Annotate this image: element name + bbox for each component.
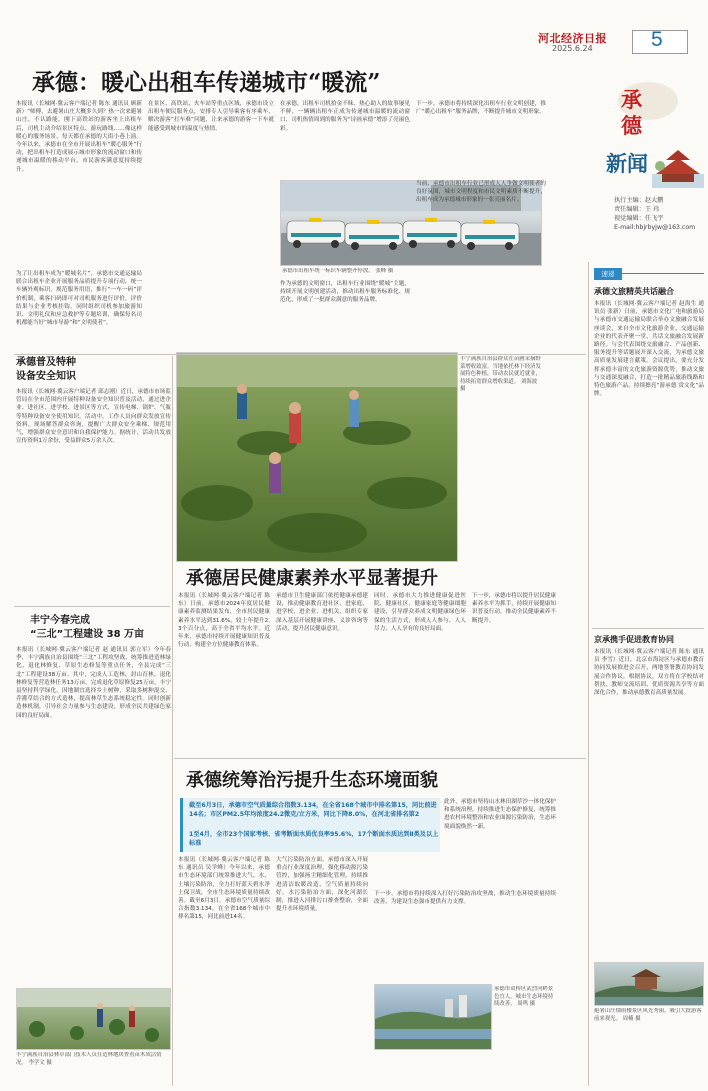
health-col-3: 同时，承德市大力推进健康促进医院、健康社区、健康家庭等健康细胞建设，引导群众养成文明健康绿色环保的生活方式，形成人人参与、人人尽力、人人享有的良好局面。	[374, 593, 466, 632]
editor-line-2: 责任编辑：王 玮	[614, 206, 660, 213]
rule-sidebar-items	[592, 628, 704, 629]
section-char-1: 承	[621, 87, 642, 112]
taxi-photo-caption: 承德市出租车统一标识车辆整齐停放。 张峰 摄	[282, 268, 394, 274]
sidebar-item-1-body: 本报讯（长城网·冀云客户端记者 赵海生 通讯员 张新）日前，承德市文化广电和旅游局与承德市交通运输局联合举办文旅融合发展座谈会，来自全市文化旅游企业、交通运输企业的代表齐聚一堂，共话文旅融合发展新路径。与会代表围绕交旅融合、产品创新、服务提升等话题展开深入交流，为承德文旅高质量发展建言献策。会议提出，要充分发挥承德丰富的文化旅游资源优势，推动文旅与交通深度融合，打造一批精品旅游线路和特色旅游产品，持续擦亮“游承德 赏文化”品牌。	[594, 301, 704, 398]
right-intro-col-2: 当前，承德市出租车行业已形成人人争做文明使者的良好氛围，城市文明程度和市民文明素质不断提升，出租车成为承德城市形象的一张亮丽名片。	[416, 181, 546, 204]
sidebar-item-2-title: 京承携手促进教育协同	[594, 635, 674, 644]
lead-col-3: 在景区、高铁站、火车站等重点区域，承德市设立出租车便民服务点，安排专人引导乘客有序乘车，解决游客“打车难”问题，让来承德的游客一下车就能感受到城市的温度与热情。	[148, 101, 274, 132]
eco-photo	[374, 984, 492, 1050]
brief-safety-body: 本报讯（长城网·冀云客户端记者 邱志刚）近日，承德市市场监管局在全市范围内开展特种设备安全知识普及活动，通过进企业、进社区、进学校、进景区等方式，宣传电梯、锅炉、气瓶等特种设备安全使用知识。活动中，工作人员向群众发放宣传资料，现场解答群众咨询，提醒广大群众安全乘梯、规范用气，增强群众安全意识和自我保护能力。据统计，活动共发放宣传资料1万余份，受益群众5万余人次。	[16, 389, 171, 445]
sidebar-photo	[594, 962, 704, 1006]
sidebar-tag: 速递	[594, 268, 622, 280]
lead-col-1: 本报讯（长城网·冀云客户端记者 陈东 通讯员 顾新新）“师傅，去避暑山庄大概多久到？热一次来避暑山庄，不认路能，刚下高铁站的游客坐上出租车后，司机主动介绍景区特点、游玩路线……像这样暖心的服务场景，每天都在承德的大街小巷上演。今年以来，承德市在全市开展出租车“暖心服务”行动，把出租车打造成展示城市形象的流动窗口和传递城市温暖的移动平台，市民游客满意度持续提升。	[16, 101, 142, 173]
eco-col-1: 本报讯（长城网·冀云客户端记者 陈东 通讯员 吴学峰）今年以来，承德市生态环境部门统筹推进大气、水、土壤污染防治，全力打好蓝天碧水净土保卫战，全市生态环境质量持续改善。截至6月3日，承德市空气质量综合指数3.134，在全省168个城市中排名第15，同比前进14名。	[178, 857, 270, 921]
eco-photo-caption: 承德市双桥区武烈河畔景色宜人，城市生态环境持续改善。 周鸣 摄	[494, 986, 554, 1008]
feng-ning-photo	[16, 988, 171, 1050]
health-headline: 承德居民健康素养水平显著提升	[186, 568, 438, 589]
lead-col-2: 为了让出租车成为“暖城名片”，承德市交通运输局联合出租车企业开展服务品质提升专项行动，统一车辆外观标识，规范服务用语，推行“一车一码”评价机制，乘客扫码即可对司机服务进行评价，评价结果与企业考核挂钩。同时组织司机参加旅游知识、文明礼仪和应急救护等专题培训，确保每名司机都能当好“城市导游”和“文明使者”。	[16, 271, 142, 327]
eco-headline: 承德统筹治污提升生态环境面貌	[186, 770, 438, 791]
right-intro-col-1: 作为承德的文明窗口，出租车行业围绕“暖城”主题，持续开展文明创建活动，推动出租车服务标准化、规范化，形成了一批群众满意的服务品牌。	[280, 281, 410, 304]
rule-health-eco	[174, 758, 586, 759]
section-label: 新闻	[606, 151, 648, 176]
lead-headline-text: 承德：暖心出租车传递城市“暖流”	[32, 69, 381, 96]
lead-col-5: 下一步，承德市将持续深化出租车行业文明创建，推广“暖心出租车”服务品牌，不断提升城市文明形象。	[416, 101, 546, 116]
rule-mid-left	[14, 606, 170, 607]
health-col-2: 承德市卫生健康部门依托健康承德建设，推动健康教育进社区、进家庭、进学校、进企业、进机关，组织专家深入基层开展健康讲座、义诊咨询等活动，提升居民健康意识。	[276, 593, 368, 632]
eco-col-3: 此外，承德市坚持山水林田湖草沙一体化保护和系统治理，持续推进生态保护修复，统筹推进农村环境整治和农业面源污染防治，生态环境面貌焕然一新。	[444, 799, 556, 830]
editor-credits	[614, 196, 695, 232]
health-col-4: 下一步，承德市将以提升居民健康素养水平为抓手，持续开展健康知识普及行动，推动全民健康素养不断提升。	[472, 593, 556, 624]
sidebar-item-1-title: 承德文旅精英共话融合	[594, 287, 674, 296]
field-photo	[176, 352, 458, 562]
health-col-1: 本报讯（长城网·冀云客户端记者 陈东）日前，承德市2024年度居民健康素养监测结果发布，全市居民健康素养水平达到31.6%，较上年提升2.3个百分点，高于全省平均水平。近年来，承德市持续开展健康知识普及行动，构建全方位健康教育体系。	[178, 593, 270, 649]
issue-date: 2025.6.24	[552, 44, 593, 53]
rule-left-column	[172, 356, 173, 1086]
editor-line-3: 视觉编辑：任飞宇	[614, 215, 664, 222]
editor-line-4: E-mail:hbjrbyjw@163.com	[614, 224, 696, 231]
field-photo-caption: 丰宁满族自治县群众在苗圃采摘野菜增收致富。当地依托林下经济发展特色种植，带动农民就近就业，持续拓宽群众增收渠道。 刘海波 摄	[460, 356, 541, 393]
rule-sidebar	[588, 262, 589, 1086]
page-number-box	[632, 30, 688, 54]
lead-col-4: 在承德，出租车司机拾金不昧、热心助人的故事屡见不鲜，一辆辆出租车正成为传递城市温暖的流动窗口，司机热情周到的服务为“诗画承德”增添了亮丽色彩。	[280, 101, 410, 132]
feng-ning-body: 本报讯（长城网·冀云客户端记者 赵 通讯员 郭立军）今年春季，丰宁满族自治县围绕“三北”工程攻坚战，统筹推进造林绿化、退化林修复、草原生态修复等重点任务，全县完成“三北”工程建设38万亩。其中，完成人工造林、封山育林、退化林修复等营造林任务13万亩，完成退化草原修复25万亩。丰宁县坚持科学绿化，因地制宜选择乡土树种，采取多树种混交、乔灌草结合的方式造林，提高林草生态系统稳定性。同时创新造林机制，引导社会力量参与生态建设，形成全民共建绿色家园的良好局面。	[16, 647, 171, 719]
eco-col-4: 下一步，承德市将持续深入打好污染防治攻坚战，推动生态环境质量持续改善，为建设生态强市提供有力支撑。	[374, 891, 556, 906]
sidebar-item-2-body: 本报讯（长城网·冀云客户端记者 陈东 通讯员 李雪）近日，北京市海淀区与承德市教育协同发展推进会召开，两地签署教育协同发展合作协议。根据协议，双方将在学校结对帮扶、教师交流培训、优质资源共享等方面深化合作，推动承德教育高质量发展。	[594, 649, 704, 697]
lead-headline	[32, 64, 380, 97]
pavilion-illustration	[652, 148, 704, 188]
paper-logo: 河北经济日报	[538, 32, 607, 45]
lead-headline-bar	[14, 64, 586, 98]
brief-safety-title: 承德普及特种 设备安全知识	[16, 357, 76, 382]
page-number: 5	[651, 28, 663, 51]
feng-ning-photo-caption: 丰宁满族自治县林草部门技术人员在造林地块查看苗木成活情况。 李学文 摄	[16, 1052, 162, 1066]
section-char-2: 德	[621, 113, 642, 138]
eco-highlight-1: 截至6月3日，承德市空气质量综合指数3.134，在全省168个城市中排名第15，同比前进14名；市区PM2.5年均浓度24.2微克/立方米，同比下降8.0%，在河北省排名第2	[189, 802, 437, 818]
sidebar-photo-caption: 避暑山庄烟雨楼景区风光秀丽，吸引大批游客前来观光。 周楠 摄	[594, 1008, 702, 1022]
feng-ning-title: 丰宁今春完成 “三北”工程建设 38 万亩	[30, 615, 145, 640]
eco-highlight-box	[180, 798, 440, 852]
rule-under-lead	[14, 354, 586, 355]
eco-highlight-2: 1至4月，全市23个国家考核、省考断面水质优良率95.6%，17个断面水质达到Ⅱ类及以上标准	[189, 831, 439, 847]
editor-line-1: 执行主编：赵大鹏	[614, 197, 664, 204]
eco-col-2: 大气污染防治方面，承德市深入开展重点行业深度治理，强化移动源污染管控，加强扬尘精细化管理，持续推进清洁取暖改造，空气质量持续向好。水污染防治方面，深化河湖长制，推进入河排污口排查整治，全面提升水环境质量。	[276, 857, 368, 913]
section-header	[588, 64, 708, 264]
